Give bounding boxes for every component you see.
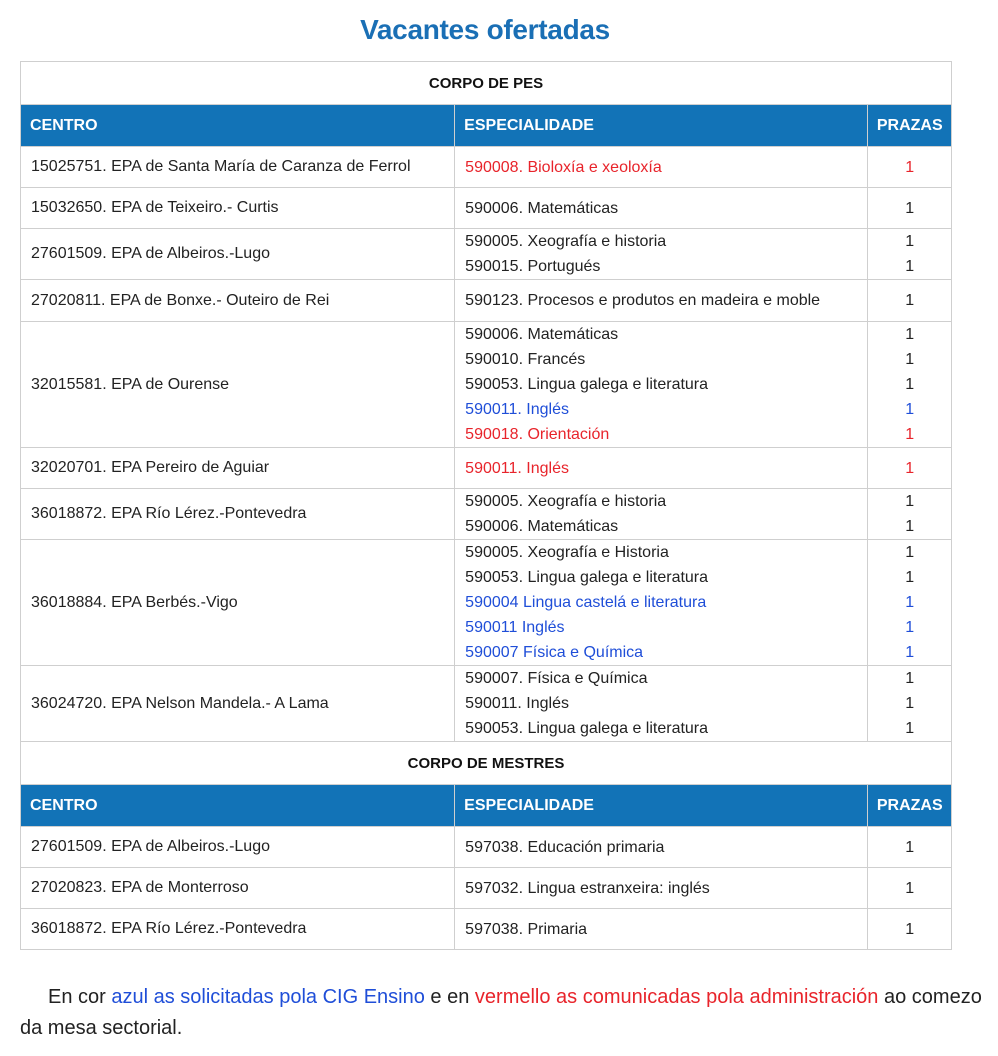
- table-row: [21, 540, 952, 666]
- note-text-3: ao comezo da mesa sectorial.: [20, 986, 982, 1039]
- header-prazas: PRAZAS: [868, 785, 952, 827]
- centro-cell: 27020823. EPA de Monterroso: [21, 868, 455, 909]
- prazas-value: 1: [905, 326, 915, 343]
- centro-cell: 36024720. EPA Nelson Mandela.- A Lama: [21, 666, 455, 742]
- table-row: [21, 909, 952, 950]
- especialidade-item: 590006. Matemáticas: [465, 199, 619, 217]
- especialidade-item: 590018. Orientación: [465, 426, 610, 443]
- especialidade-cell: [455, 666, 868, 742]
- especialidade-item: 590011 Inglés: [465, 619, 565, 636]
- section-title-row: [21, 62, 952, 105]
- prazas-cell: [868, 280, 952, 322]
- especialidade-cell: [455, 540, 868, 666]
- especialidade-item: 590015. Portugués: [465, 258, 601, 275]
- prazas-value: 1: [905, 459, 915, 477]
- prazas-value: 1: [905, 695, 915, 712]
- prazas-value: 1: [905, 920, 915, 938]
- prazas-cell: [868, 827, 952, 868]
- header-prazas: PRAZAS: [868, 105, 952, 147]
- especialidade-cell: [455, 827, 868, 868]
- prazas-cell: [868, 188, 952, 229]
- prazas-value: 1: [905, 199, 915, 217]
- prazas-value: 1: [905, 376, 915, 393]
- especialidade-item: 597038. Educación primaria: [465, 838, 665, 856]
- especialidade-item: 590123. Procesos e produtos en madeira e moble: [465, 292, 821, 309]
- prazas-cell: [868, 666, 952, 742]
- table-row: [21, 188, 952, 229]
- prazas-cell: [868, 147, 952, 188]
- prazas-value: 1: [905, 838, 915, 856]
- prazas-value: 1: [905, 619, 915, 636]
- prazas-cell: [868, 322, 952, 448]
- prazas-value: 1: [905, 292, 915, 309]
- note-red-text: vermello as comunicadas pola administración: [474, 986, 879, 1008]
- especialidade-item: 590005. Xeografía e historia: [465, 493, 667, 510]
- table-row: [21, 280, 952, 322]
- prazas-value: 1: [905, 493, 915, 510]
- especialidade-item: 590007 Física e Química: [465, 644, 644, 661]
- note-text-2: e en: [424, 986, 475, 1008]
- centro-cell: 15032650. EPA de Teixeiro.- Curtis: [21, 188, 455, 229]
- especialidade-cell: [455, 868, 868, 909]
- column-header-row: [21, 785, 952, 827]
- especialidade-cell: [455, 909, 868, 950]
- table-row: [21, 827, 952, 868]
- table-row: [21, 322, 952, 448]
- section-title: CORPO DE PES: [21, 62, 952, 105]
- centro-cell: 36018872. EPA Río Lérez.-Pontevedra: [21, 489, 455, 540]
- page-title: Vacantes ofertadas: [360, 14, 610, 45]
- prazas-cell: [868, 909, 952, 950]
- especialidade-cell: [455, 448, 868, 489]
- legend-note: [20, 982, 985, 1044]
- especialidade-item: 590053. Lingua galega e literatura: [465, 720, 709, 737]
- especialidade-cell: [455, 188, 868, 229]
- prazas-value: 1: [905, 720, 915, 737]
- centro-cell: 15025751. EPA de Santa María de Caranza de Ferrol: [21, 147, 455, 188]
- prazas-value: 1: [905, 644, 915, 661]
- column-header-row: [21, 105, 952, 147]
- centro-cell: 27601509. EPA de Albeiros.-Lugo: [21, 827, 455, 868]
- prazas-cell: [868, 448, 952, 489]
- prazas-cell: [868, 868, 952, 909]
- prazas-value: 1: [905, 569, 915, 586]
- table-row: [21, 868, 952, 909]
- header-especialidade: ESPECIALIDADE: [455, 785, 868, 827]
- especialidade-item: 590011. Inglés: [465, 459, 569, 477]
- section-title: CORPO DE MESTRES: [21, 742, 952, 785]
- prazas-value: 1: [905, 594, 915, 611]
- table-row: [21, 147, 952, 188]
- especialidade-item: 590053. Lingua galega e literatura: [465, 376, 709, 393]
- header-centro: CENTRO: [21, 105, 455, 147]
- prazas-value: 1: [905, 401, 915, 418]
- especialidade-cell: [455, 489, 868, 540]
- centro-cell: 36018872. EPA Río Lérez.-Pontevedra: [21, 909, 455, 950]
- prazas-value: 1: [905, 233, 915, 250]
- especialidade-cell: [455, 229, 868, 280]
- especialidade-item: 590005. Xeografía e Historia: [465, 544, 669, 561]
- especialidade-item: 590006. Matemáticas: [465, 326, 619, 343]
- vacancies-table-wrapper: [20, 61, 952, 950]
- centro-cell: 36018884. EPA Berbés.-Vigo: [21, 540, 455, 666]
- especialidade-item: 597038. Primaria: [465, 920, 588, 938]
- prazas-value: 1: [905, 544, 915, 561]
- prazas-value: 1: [905, 670, 915, 687]
- especialidade-item: 590053. Lingua galega e literatura: [465, 569, 709, 586]
- especialidade-cell: [455, 322, 868, 448]
- prazas-value: 1: [905, 426, 915, 443]
- section-title-row: [21, 742, 952, 785]
- especialidade-item: 597032. Lingua estranxeira: inglés: [465, 879, 710, 897]
- centro-cell: 32015581. EPA de Ourense: [21, 322, 455, 448]
- prazas-value: 1: [905, 258, 915, 275]
- centro-cell: 27601509. EPA de Albeiros.-Lugo: [21, 229, 455, 280]
- especialidade-cell: [455, 280, 868, 322]
- vacancies-table: [20, 61, 952, 950]
- especialidade-item: 590005. Xeografía e historia: [465, 233, 667, 250]
- header-centro: CENTRO: [21, 785, 455, 827]
- centro-cell: 27020811. EPA de Bonxe.- Outeiro de Rei: [21, 280, 455, 322]
- especialidade-item: 590004 Lingua castelá e literatura: [465, 594, 707, 611]
- table-row: [21, 448, 952, 489]
- note-blue-text: azul as solicitadas pola CIG Ensino: [111, 986, 425, 1008]
- table-row: [21, 666, 952, 742]
- prazas-value: 1: [905, 879, 915, 897]
- especialidade-item: 590006. Matemáticas: [465, 518, 619, 535]
- especialidade-item: 590007. Física e Química: [465, 670, 648, 687]
- especialidade-item: 590008. Bioloxía e xeoloxía: [465, 158, 662, 176]
- table-row: [21, 229, 952, 280]
- header-especialidade: ESPECIALIDADE: [455, 105, 868, 147]
- prazas-value: 1: [905, 158, 915, 176]
- centro-cell: 32020701. EPA Pereiro de Aguiar: [21, 448, 455, 489]
- especialidade-item: 590011. Inglés: [465, 695, 569, 712]
- prazas-cell: [868, 229, 952, 280]
- note-text-1: En cor: [48, 986, 112, 1008]
- prazas-value: 1: [905, 351, 915, 368]
- prazas-cell: [868, 489, 952, 540]
- especialidade-item: 590011. Inglés: [465, 401, 569, 418]
- prazas-cell: [868, 540, 952, 666]
- table-row: [21, 489, 952, 540]
- especialidade-cell: [455, 147, 868, 188]
- especialidade-item: 590010. Francés: [465, 351, 586, 368]
- prazas-value: 1: [905, 518, 915, 535]
